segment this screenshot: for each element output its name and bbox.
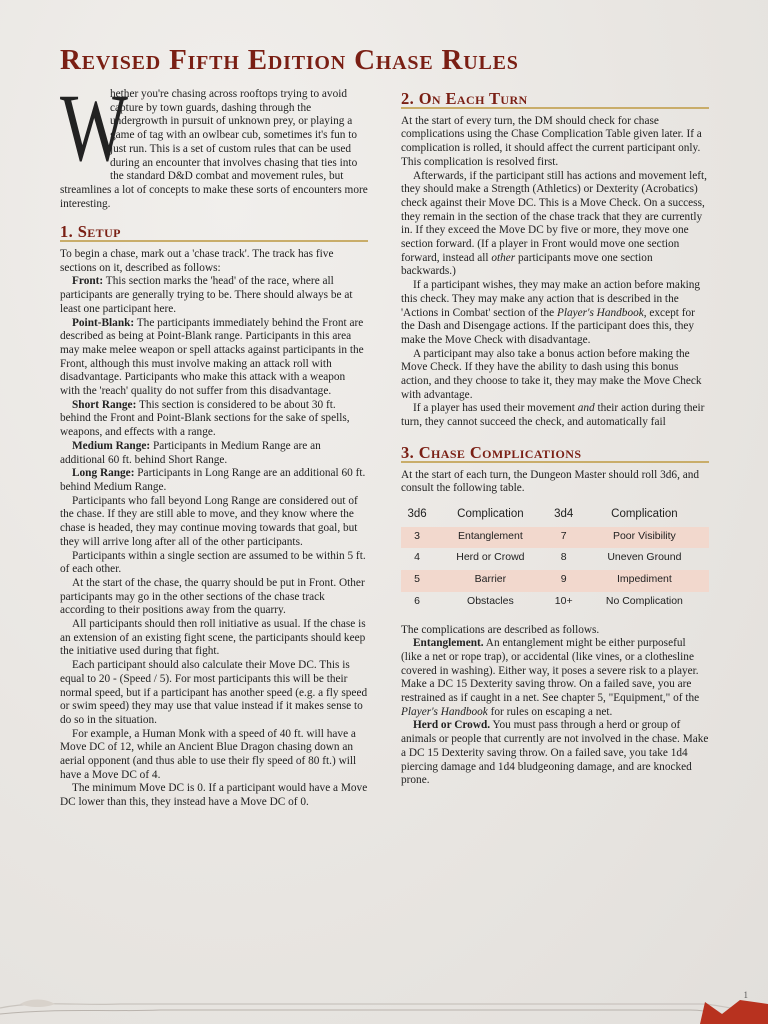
- setup-paragraph: At the start of the chase, the quarry should be put in Front. Other participants may go in the other sections of the chase track according to their positions away from the quarry.: [60, 576, 365, 617]
- page-number: 1: [743, 990, 748, 1000]
- complication-table: [401, 504, 709, 614]
- table-row: 4 Herd or Crowd 8 Uneven Ground: [414, 551, 682, 564]
- turn-paragraph: If a participant wishes, they may make an action before making this check. They may make any action that is described in the 'Actions in Combat' section of the Player's Handbook, except for the Dash and Disengage actions. If the participant does this, they make the Move Check with disadvantage.: [401, 279, 701, 346]
- point-blank-definition: Point-Blank: The participants immediately behind the Front are described as being at Point-Blank range. Participants in this area may make melee weapon or spell attacks against participants in the Front, although this must involve making an attack roll with disadvantage. Participants who make this attack with a weapon with the 'reach' quality do not suffer from this disadvantage.: [60, 316, 364, 398]
- turn-paragraph: A participant may also take a bonus action before making the Move Check. If they have the ability to dash using this bonus action, and they choose to take it, they may make the Move Check with advantage.: [401, 347, 702, 401]
- setup-paragraph: To begin a chase, mark out a 'chase track'. The track has five sections on it, described as follows:: [60, 248, 334, 274]
- table-row: 3 Entanglement 7 Poor Visibility: [401, 527, 709, 549]
- complications-heading: 3. Chase Complications: [401, 446, 709, 463]
- turn-paragraph: If a player has used their movement and their action during their turn, they cannot succeed the check, and automatically fail: [401, 402, 705, 429]
- left-column: [60, 74, 368, 810]
- turn-paragraph: At the start of every turn, the DM should check for chase complications using the Chase Complication Table given later. If a complication is rolled, it should affect the current participant only. This complication is resolved first.: [401, 114, 702, 168]
- medium-range-definition: Medium Range: Participants in Medium Range are an additional 60 ft. behind Short Range.: [60, 439, 321, 466]
- complications-paragraph: The complications are described as follows.: [401, 623, 600, 636]
- intro-paragraph: [60, 74, 368, 211]
- each-turn-heading: 2. On Each Turn: [401, 92, 709, 109]
- footer-ornament: [0, 990, 768, 1024]
- table-header: 3d6: [407, 507, 427, 520]
- long-range-definition: Long Range: Participants in Long Range are an additional 60 ft. behind Medium Range.: [60, 467, 366, 493]
- intro-text: hether you're chasing across rooftops trying to avoid capture by town guards, dashing through the undergrowth in pursuit of unknown prey, or playing a game of tag with an owlbear cub, sometimes it's fun to just run. This is a set of custom rules that can be used during an encounter that involves chasing that ties into the standard D&D combat and movement rules, but streamlines a lot of concepts to make these sorts of encounters more interesting.: [60, 88, 368, 210]
- herd-description: Herd or Crowd. You must pass through a herd or group of animals or people that currently are not involved in the chase. Make a DC 15 Dexterity saving throw. On a failed save, you take 1d4 piercing damage and 1d4 bludgeoning damage, and are knocked prone.: [401, 719, 709, 787]
- page-title: Revised Fifth Edition Chase Rules: [60, 44, 519, 76]
- setup-paragraph: All participants should then roll initiative as usual. If the chase is an extension of an existing fight scene, the participants should keep the initiative used during that fight.: [60, 618, 366, 658]
- right-column: [401, 89, 709, 788]
- setup-paragraph: The minimum Move DC is 0. If a participant would have a Move DC lower than this, they instead have a Move DC of 0.: [60, 782, 368, 809]
- table-header: Complication: [457, 507, 524, 520]
- drop-cap: W: [60, 74, 128, 181]
- setup-paragraph: Each participant should also calculate their Move DC. This is equal to 20 - (Speed / 5). For most participants this will be their normal speed, but if a participant has another speed (e.g. a fly speed or swim speed) they may use that value instead if it makes sense to do so in the situation.: [60, 659, 368, 726]
- setup-paragraph: For example, a Human Monk with a speed of 40 ft. will have a Move DC of 12, while an Ancient Blue Dragon chasing down an aerial opponent (and thus able to use their fly speed of 80 ft.) will have a Move DC of 4.: [60, 727, 357, 781]
- table-row: 6 Obstacles 10+ No Complication: [414, 594, 683, 607]
- entanglement-description: Entanglement. An entanglement might be either purposeful (like a net or rope trap), or accidental (like vines, or a clothesline covered in washing). Either way, it poses a severe risk to a player. Make a DC 15 Dexterity saving throw. On a failed save, you are restrained as if caught in a net. See chapter 5, "Equipment," of the Player's Handbook for rules on escaping a net.: [401, 637, 700, 718]
- table-row: 5 Barrier 9 Impediment: [401, 570, 709, 592]
- turn-paragraph: Afterwards, if the participant still has actions and movement left, they should make a Strength (Athletics) or Dexterity (Acrobatics) check against their Move DC. This is a Move Check. On a success, they remain in the section of the chase track that they are currently in. If they exceed the Move DC by five or more, they move one section forward. (If a player in Front would move one section forward, instead all other participants move one section backwards.): [401, 169, 707, 278]
- front-definition: Front: This section marks the 'head' of the race, where all participants are generally trying to be. There should always be at least one participant here.: [60, 275, 353, 315]
- short-range-definition: Short Range: This section is considered to be about 30 ft. behind the Front and Point-Blank sections for the sake of spells, weapons, and effects with a range.: [60, 398, 350, 439]
- table-header: 3d4: [554, 507, 574, 520]
- setup-heading: 1. Setup: [60, 225, 368, 242]
- table-header: Complication: [611, 507, 678, 520]
- complications-paragraph: At the start of each turn, the Dungeon Master should roll 3d6, and consult the following table.: [401, 468, 700, 495]
- setup-paragraph: Participants who fall beyond Long Range are considered out of the chase. If they are still able to move, and they know where the chase is headed, they may continue moving towards that goal, but they will arrive long after all of the other participants.: [60, 494, 358, 548]
- setup-paragraph: Participants within a single section are assumed to be within 5 ft. of each other.: [60, 549, 366, 576]
